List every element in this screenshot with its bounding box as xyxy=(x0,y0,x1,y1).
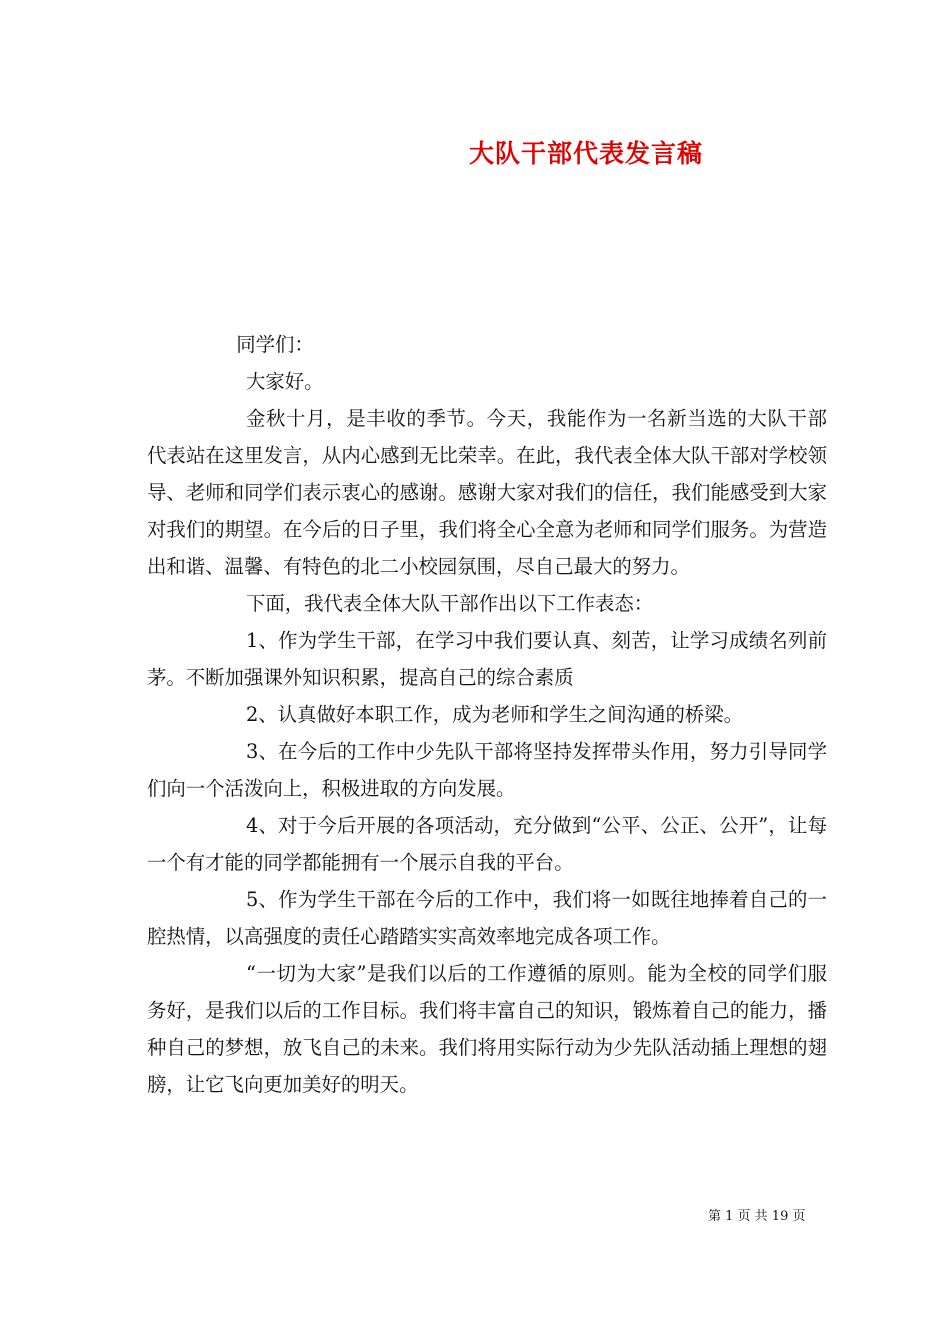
body-paragraph: “一切为大家”是我们以后的工作遵循的原则。能为全校的同学们服务好，是我们以后的工作目标。我们将丰富自己的知识，锻炼着自己的能力，播种自己的梦想，放飞自己的未来。我们将用实际行动为少先队活动插上理想的翅膀，让它飞向更加美好的明天。 xyxy=(147,962,827,1096)
body-paragraph: 下面，我代表全体大队干部作出以下工作表态： xyxy=(245,592,654,615)
body-paragraph: 金秋十月，是丰收的季节。今天，我能作为一名新当选的大队干部代表站在这里发言，从内心感到无比荣幸。在此，我代表全体大队干部对学校领导、老师和同学们表示衷心的感谢。感谢大家对我们的信任，我们能感受到大家对我们的期望。在今后的日子里，我们将全心全意为老师和同学们服务。为营造出和谐、温馨、有特色的北二小校园氛围，尽自己最大的努力。 xyxy=(147,407,827,578)
body-paragraph: 2、认真做好本职工作，成为老师和学生之间沟通的桥梁。 xyxy=(245,703,744,726)
page-number: 第 1 页 共 19 页 xyxy=(708,1209,806,1224)
body-paragraph: 3、在今后的工作中少先队干部将坚持发挥带头作用，努力引导同学们向一个活泼向上，积极进取的方向发展。 xyxy=(147,740,827,800)
salutation-paragraph: 同学们： xyxy=(236,333,314,356)
body-paragraph: 4、对于今后开展的各项活动，充分做到“公平、公正、公开”，让每一个有才能的同学都能拥有一个展示自我的平台。 xyxy=(147,814,827,874)
body-paragraph: 5、作为学生干部在今后的工作中，我们将一如既往地捧着自己的一腔热情，以高强度的责任心踏踏实实高效率地完成各项工作。 xyxy=(147,888,827,948)
document-title: 大队干部代表发言稿 xyxy=(469,139,704,168)
greeting-paragraph: 大家好。 xyxy=(245,370,324,393)
body-paragraph: 1、作为学生干部，在学习中我们要认真、刻苦，让学习成绩名列前茅。不断加强课外知识积累，提高自己的综合素质 xyxy=(147,629,827,689)
document-body xyxy=(147,326,827,1103)
